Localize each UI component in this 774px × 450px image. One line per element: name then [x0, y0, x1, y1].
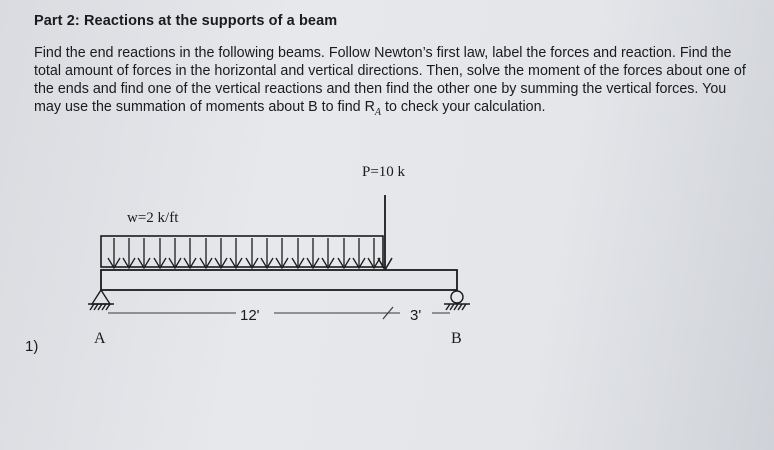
support-b-label: B — [451, 330, 462, 347]
distributed-load-label: w=2 k/ft — [127, 210, 179, 226]
instructions-text: Find the end reactions in the following beams. Follow Newton’s first law, label the forces and reaction. Find the total amount of forces in the horizontal and vertical directions. Then, solve the moment of the forces about one of the ends and find one of the vertical reactions and then find the other one by summing the vertical forces. You may use the summation of moments about B to find R — [34, 45, 746, 115]
distributed-load-arrows — [114, 238, 374, 266]
span-right-dimension: 3' — [410, 307, 422, 324]
reaction-subscript: A — [374, 106, 382, 118]
distributed-load — [101, 236, 383, 268]
pin-support-a — [88, 290, 114, 310]
support-a-label: A — [94, 330, 106, 347]
span-left-dimension: 12' — [240, 307, 260, 324]
section-heading: Part 2: Reactions at the supports of a beam — [34, 13, 338, 29]
instructions-tail: to check your calculation. — [381, 99, 546, 115]
point-load-label: P=10 k — [362, 164, 406, 180]
roller-support-b — [444, 291, 470, 310]
problem-number: 1) — [25, 338, 39, 355]
dimension-line — [108, 307, 450, 319]
beam — [101, 270, 457, 290]
